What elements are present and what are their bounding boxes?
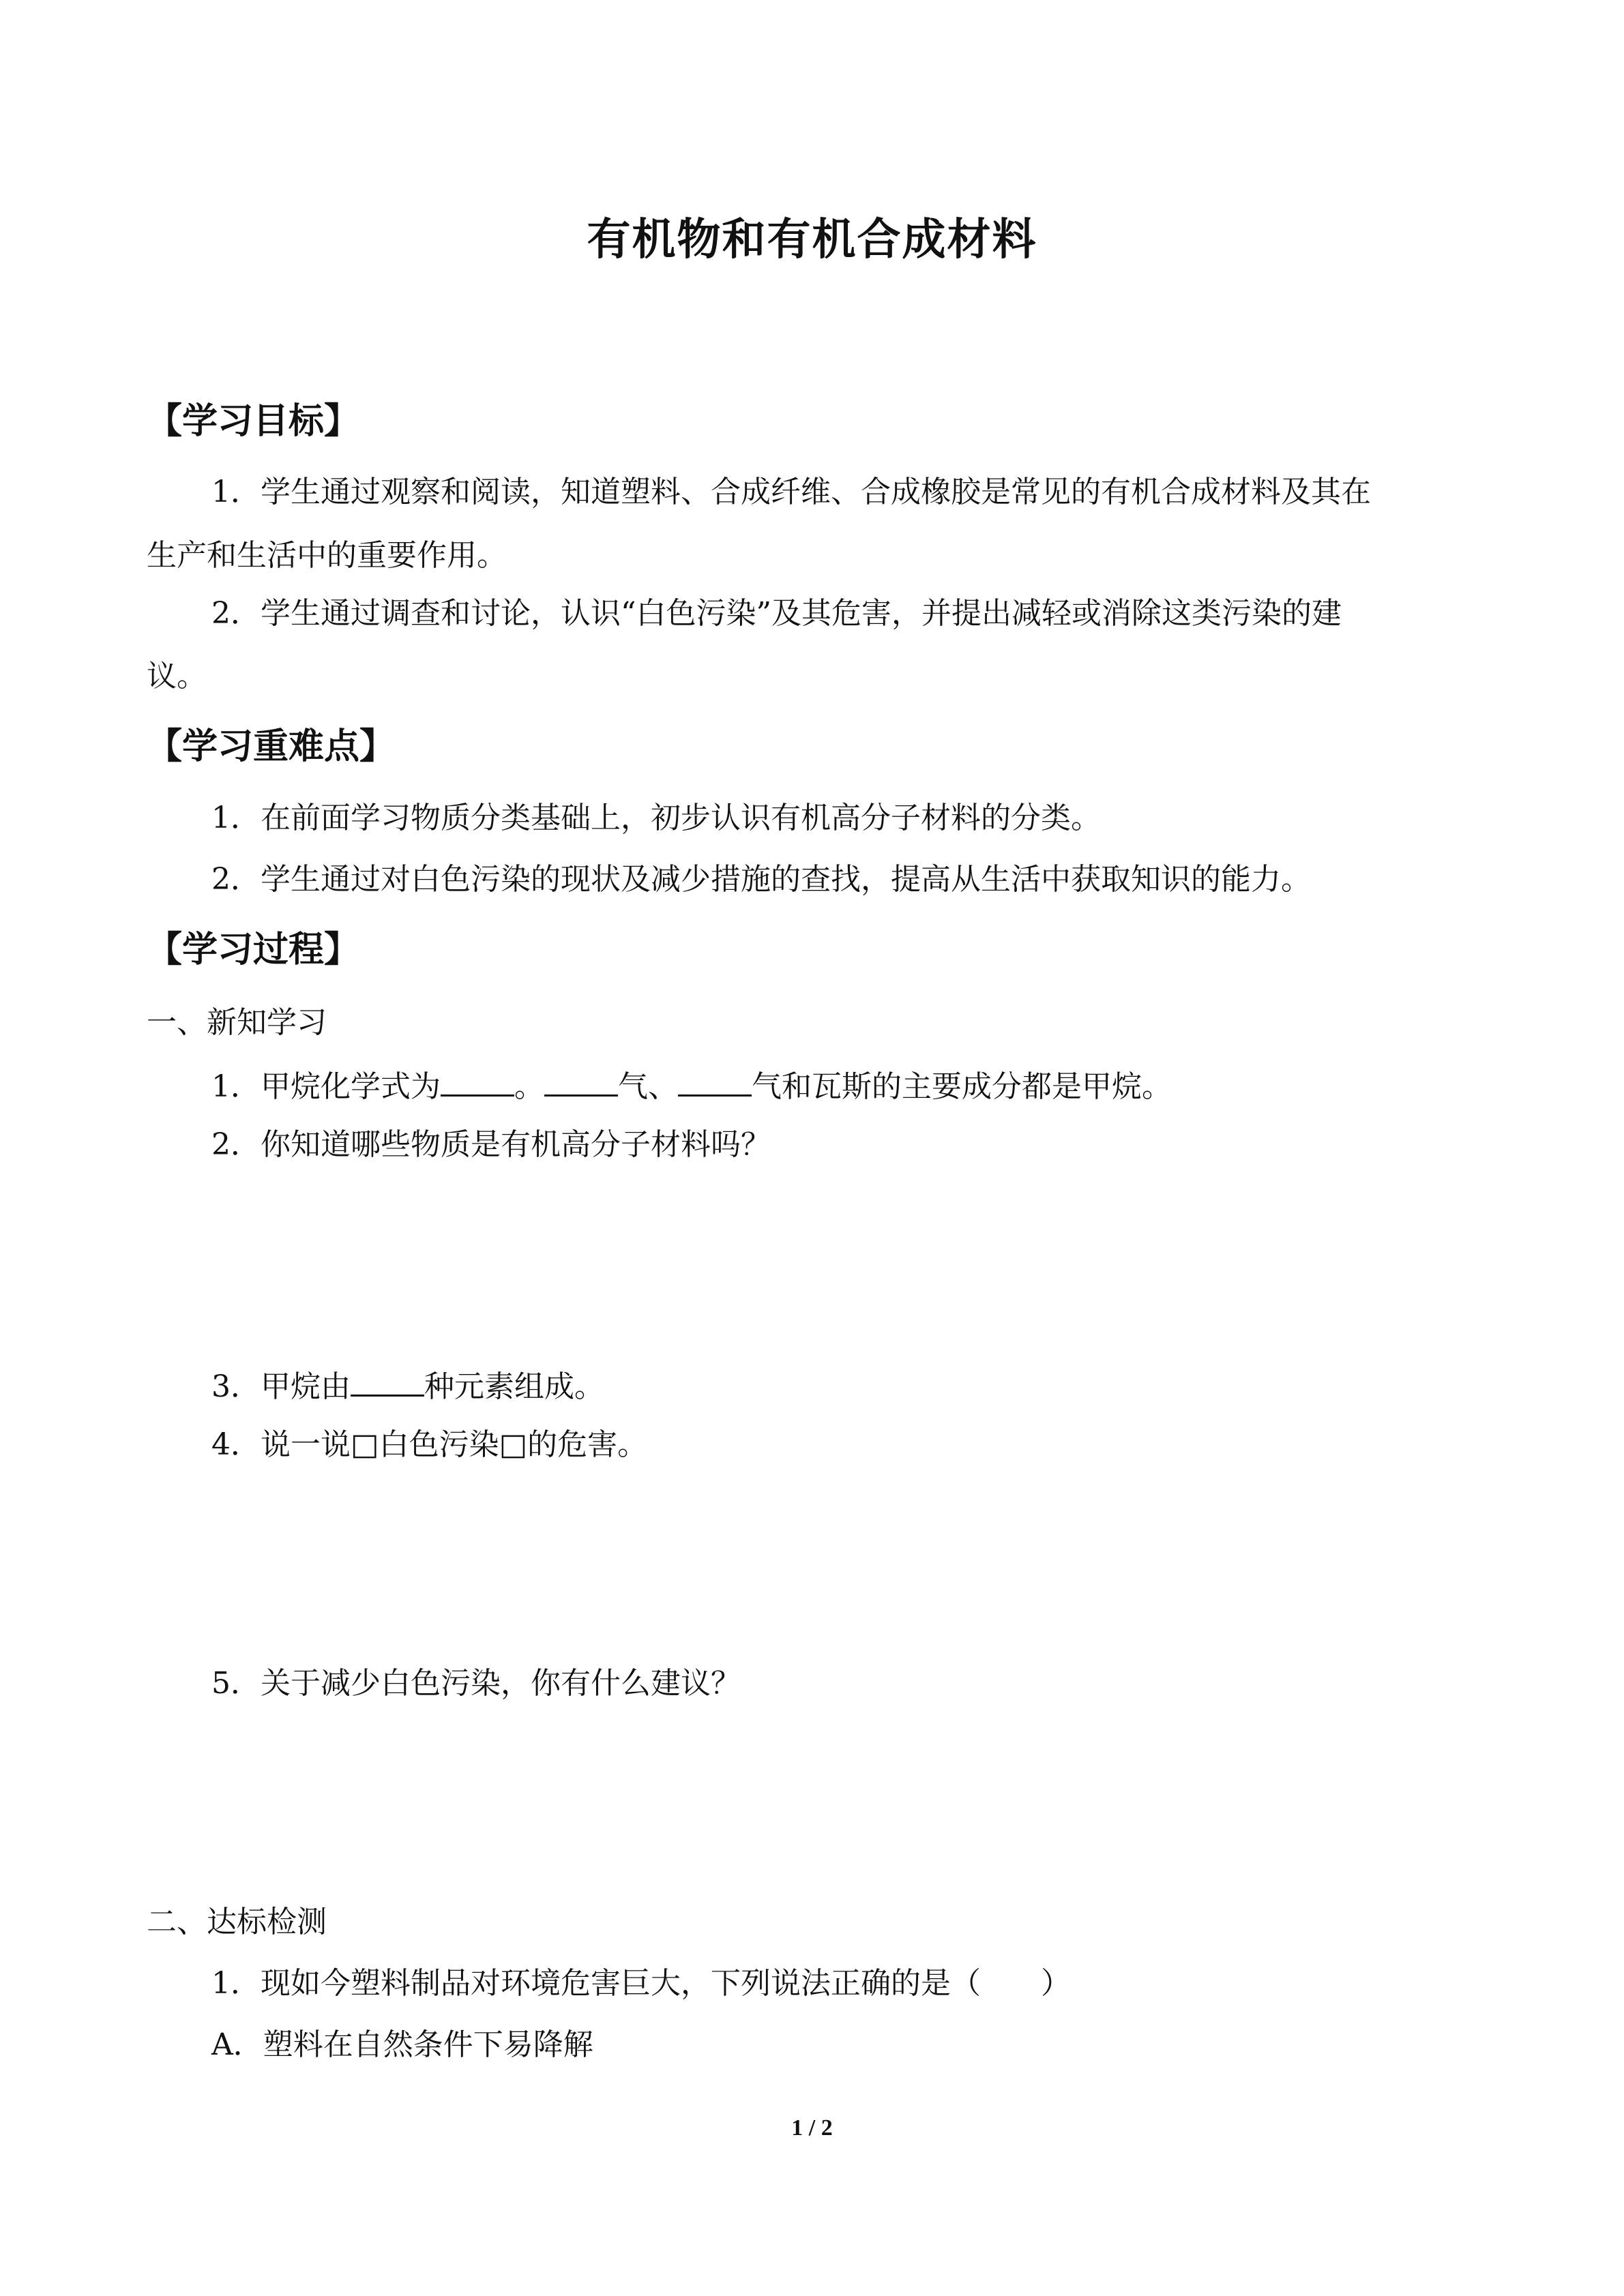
answer-blank[interactable] bbox=[351, 1369, 424, 1397]
answer-blank[interactable] bbox=[544, 1069, 618, 1097]
question-3-text-b: 种元素组成。 bbox=[424, 1369, 604, 1404]
test-question-1-option-a: A．塑料在自然条件下易降解 bbox=[211, 2027, 593, 2062]
question-3 bbox=[211, 1369, 604, 1402]
question-1-text-a: 1．甲烷化学式为 bbox=[211, 1069, 441, 1104]
page-title: 有机物和有机合成材料 bbox=[587, 214, 1037, 265]
question-1-text-d: 气和瓦斯的主要成分都是甲烷。 bbox=[752, 1069, 1172, 1104]
answer-blank[interactable] bbox=[441, 1069, 514, 1097]
question-4: 4．说一说□白色污染□的危害。 bbox=[211, 1427, 648, 1462]
question-5: 5．关于减少白色污染，你有什么建议？ bbox=[211, 1666, 741, 1701]
question-1 bbox=[211, 1069, 1172, 1102]
section-heading-key-points: 【学习重难点】 bbox=[147, 726, 396, 767]
question-1-text-c: 气、 bbox=[618, 1069, 678, 1104]
question-3-text-a: 3．甲烷由 bbox=[211, 1369, 351, 1404]
part-2-heading: 二、达标检测 bbox=[147, 1905, 327, 1939]
key-point-2: 2．学生通过对白色污染的现状及减少措施的查找，提高从生活中获取知识的能力。 bbox=[211, 862, 1311, 897]
answer-blank[interactable] bbox=[678, 1069, 752, 1097]
objective-1-line-2: 生产和生活中的重要作用。 bbox=[147, 538, 507, 573]
part-1-heading: 一、新知学习 bbox=[147, 1005, 327, 1040]
objective-2-line-1: 2．学生通过调查和讨论，认识“白色污染”及其危害，并提出减轻或消除这类污染的建 bbox=[211, 596, 1342, 631]
objective-2-line-2: 议。 bbox=[147, 659, 207, 694]
objective-1-line-1: 1．学生通过观察和阅读，知道塑料、合成纤维、合成橡胶是常见的有机合成材料及其在 bbox=[211, 475, 1371, 509]
section-heading-objectives: 【学习目标】 bbox=[147, 400, 360, 442]
question-1-text-b: 。 bbox=[514, 1069, 544, 1104]
question-2: 2．你知道哪些物质是有机高分子材料吗？ bbox=[211, 1127, 771, 1162]
key-point-1: 1．在前面学习物质分类基础上，初步认识有机高分子材料的分类。 bbox=[211, 801, 1101, 835]
test-question-1: 1．现如今塑料制品对环境危害巨大，下列说法正确的是（ ） bbox=[211, 1966, 1071, 2001]
section-heading-process: 【学习过程】 bbox=[147, 929, 360, 970]
page-number: 1 / 2 bbox=[791, 2115, 833, 2141]
